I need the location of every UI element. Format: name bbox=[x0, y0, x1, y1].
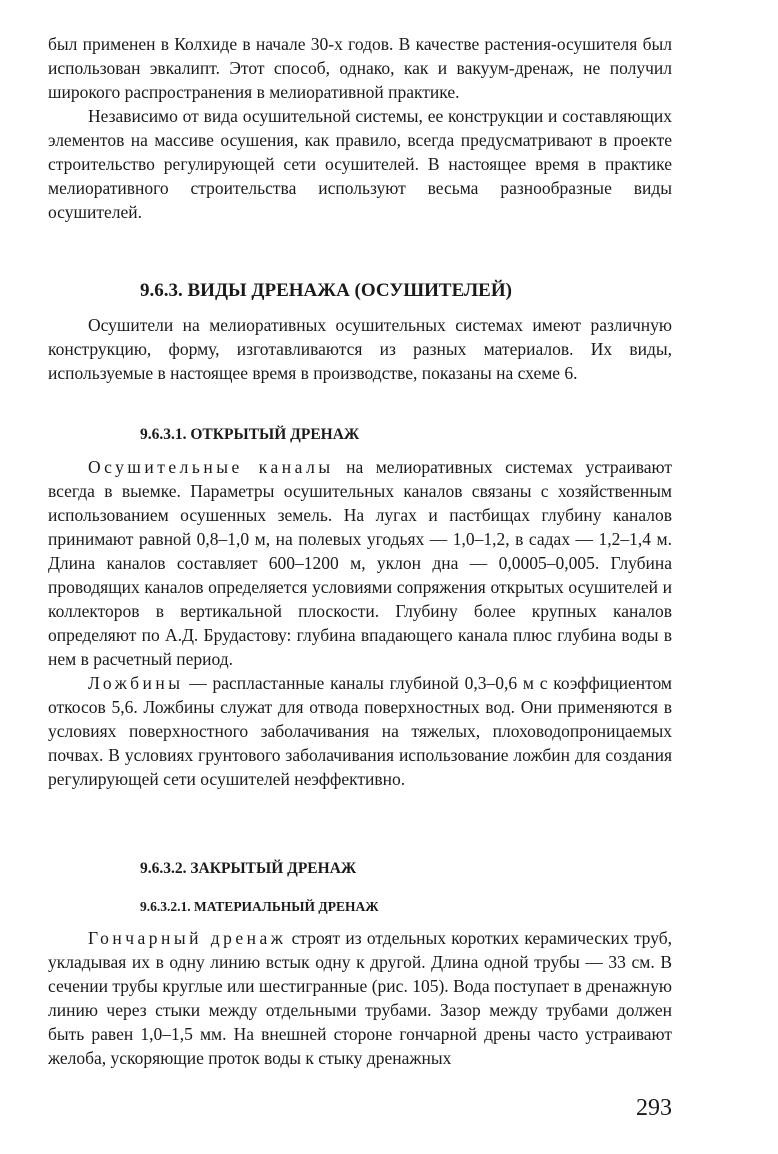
hollows-text: — распластанные каналы глубиной 0,3–0,6 м с коэффициентом откосов 5,6. Ложбины служат для отвода поверхностных вод. Они применяются в условиях поверхностного заболачивания на тяжелых, плоховодопроницаемых почвах. В условиях грунтового заболачивания использование ложбин для создания регулирующей сети осушителей неэффективно. bbox=[48, 673, 672, 789]
drainage-canals-term: Осушительные каналы bbox=[88, 457, 334, 477]
material-drainage-block bbox=[48, 926, 672, 1070]
pottery-drainage-term: Гончарный дренаж bbox=[88, 928, 287, 948]
page-number: 293 bbox=[636, 1095, 672, 1121]
subsection-heading-material-drainage: 9.6.3.2.1. МАТЕРИАЛЬНЫЙ ДРЕНАЖ bbox=[140, 899, 379, 914]
drainage-types-block bbox=[48, 313, 672, 385]
intro-paragraph: был применен в Колхиде в начале 30-х годов. В качестве растения-осушителя был использован эвкалипт. Этот способ, однако, как и вакуум-дренаж, не получил широкого распространения в мелиоративной практике. bbox=[48, 34, 672, 102]
drainage-canals-paragraph bbox=[48, 455, 672, 671]
pottery-drainage-paragraph bbox=[48, 926, 672, 1070]
drainage-types-paragraph: Осушители на мелиоративных осушительных системах имеют различную конструкцию, форму, изготавливаются из разных материалов. Их виды, используемые в настоящее время в производстве, показаны на схеме 6. bbox=[48, 315, 672, 383]
subsection-heading-open-drainage: 9.6.3.1. ОТКРЫТЫЙ ДРЕНАЖ bbox=[140, 426, 360, 443]
intro-block bbox=[48, 32, 672, 224]
regulating-network-paragraph: Независимо от вида осушительной системы, ее конструкции и составляющих элементов на массиве осушения, как правило, всегда предусматривают в проекте строительство регулирующей сети осушителей. В настоящее время в практике мелиоративного строительства используют весьма разнообразные виды осушителей. bbox=[48, 106, 672, 222]
subsection-heading-closed-drainage: 9.6.3.2. ЗАКРЫТЫЙ ДРЕНАЖ bbox=[140, 860, 357, 877]
hollows-paragraph bbox=[48, 671, 672, 791]
open-drainage-block bbox=[48, 455, 672, 791]
section-heading-drainage-types: 9.6.3. ВИДЫ ДРЕНАЖА (ОСУШИТЕЛЕЙ) bbox=[140, 280, 512, 301]
drainage-canals-text: на мелиоративных системах устраивают всегда в выемке. Параметры осушительных каналов связаны с хозяйственным использованием осушенных земель. На лугах и пастбищах глубину каналов принимают равной 0,8–1,0 м, на полевых угодьях — 1,0–1,2, в садах — 1,2–1,4 м. Длина каналов составляет 600–1200 м, уклон дна — 0,0005–0,005. Глубина проводящих каналов определяется условиями сопряжения открытых осушителей и коллекторов в вертикальной плоскости. Глубину более крупных каналов определяют по А.Д. Брудастову: глубина впадающего канала плюс глубина воды в нем в расчетный период. bbox=[48, 457, 672, 669]
pottery-drainage-text: строят из отдельных коротких керамических труб, укладывая их в одну линию встык одну к другой. Длина одной трубы — 33 см. В сечении трубы круглые или шестигранные (рис. 105). Вода поступает в дренажную линию через стыки между отдельными трубами. Зазор между трубами должен быть равен 1,0–1,5 мм. На внешней стороне гончарной дрены часто устраивают желоба, ускоряющие проток воды к стыку дренажных bbox=[48, 928, 672, 1068]
hollows-term: Ложбины bbox=[88, 673, 184, 693]
